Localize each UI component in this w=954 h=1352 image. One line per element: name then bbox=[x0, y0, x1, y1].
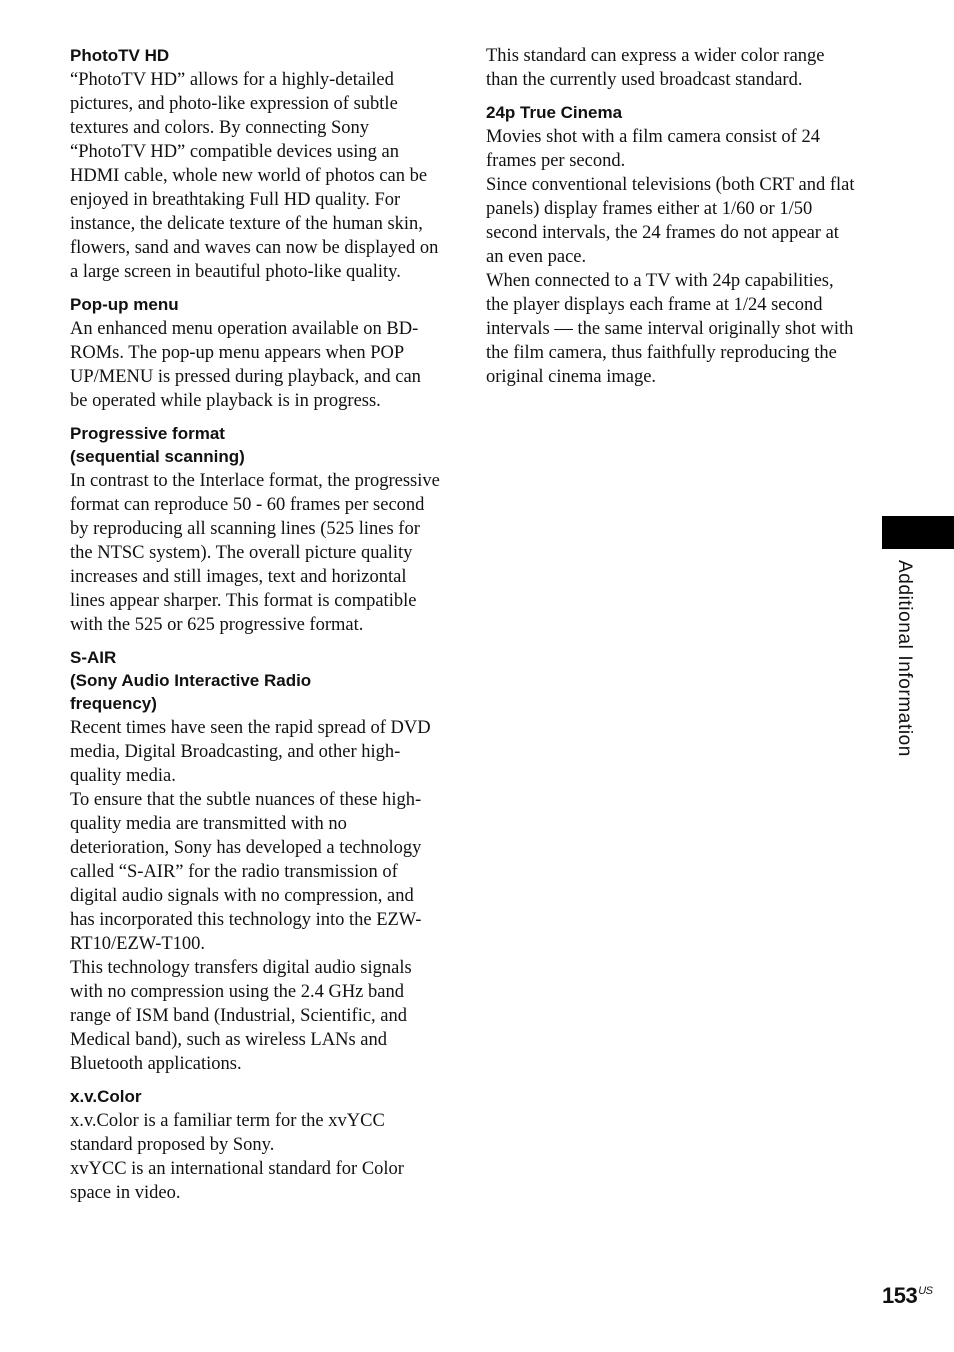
entry-paragraph: In contrast to the Interlace format, the progressive format can reproduce 50 - 60 frames per second by reproducing all scanning lines (525 lines for the NTSC system). The overall picture quality increases and still images, text and horizontal lines appear sharper. This format is compatible with the 525 or 625 progressive format. bbox=[70, 471, 440, 635]
entry-paragraph: This standard can express a wider color range than the currently used broadcast standard. bbox=[486, 46, 825, 90]
entry-heading-line: 24p True Cinema bbox=[486, 103, 623, 122]
entry-paragraph: An enhanced menu operation available on BD-ROMs. The pop-up menu appears when POP UP/MENU is pressed during playback, and can be operated while playback is in progress. bbox=[70, 319, 421, 411]
entry-paragraph: x.v.Color is a familiar term for the xvYCC standard proposed by Sony. bbox=[70, 1111, 385, 1155]
entry-paragraph: xvYCC is an international standard for Color space in video. bbox=[70, 1159, 404, 1203]
entry-heading bbox=[70, 293, 442, 316]
entry-heading-line: x.v.Color bbox=[70, 1087, 142, 1106]
entry-paragraph: Recent times have seen the rapid spread of DVD media, Digital Broadcasting, and other high-quality media. bbox=[70, 718, 431, 786]
entry-heading-line: (sequential scanning) bbox=[70, 447, 245, 466]
entry-paragraph: When connected to a TV with 24p capabilities, the player displays each frame at 1/24 second intervals — the same interval originally shot with the film camera, thus faithfully reproducing the original cinema image. bbox=[486, 271, 854, 387]
entry-heading-line: (Sony Audio Interactive Radio bbox=[70, 671, 312, 690]
entry-paragraph: This technology transfers digital audio signals with no compression using the 2.4 GHz band range of ISM band (Industrial, Scientific, and Medical band), such as wireless LANs and Bluetooth applications. bbox=[70, 958, 412, 1074]
right-column bbox=[486, 44, 858, 398]
glossary-entry bbox=[70, 1085, 442, 1205]
glossary-entry bbox=[486, 101, 858, 389]
section-tab-label: Additional Information bbox=[894, 560, 915, 757]
entry-heading-line: PhotoTV HD bbox=[70, 46, 170, 65]
entry-heading bbox=[70, 422, 442, 468]
page-number-value: 153 bbox=[882, 1283, 918, 1308]
entry-paragraph: Since conventional televisions (both CRT and flat panels) display frames either at 1/60 or 1/50 second intervals, the 24 frames do not appear at an even pace. bbox=[486, 175, 855, 267]
entry-paragraph: Movies shot with a film camera consist of 24 frames per second. bbox=[486, 127, 820, 171]
section-tab-marker bbox=[882, 516, 954, 549]
glossary-entry bbox=[70, 646, 442, 1076]
entry-heading bbox=[70, 44, 442, 67]
entry-heading bbox=[70, 1085, 442, 1108]
left-column bbox=[70, 44, 442, 1214]
entry-paragraph: To ensure that the subtle nuances of these high-quality media are transmitted with no deterioration, Sony has developed a technology called “S-AIR” for the radio transmission of digital audio signals with no compression, and has incorporated this technology into the EZW-RT10/EZW-T100. bbox=[70, 790, 422, 954]
entry-paragraph: “PhotoTV HD” allows for a highly-detailed pictures, and photo-like expression of subtle textures and colors. By connecting Sony “PhotoTV HD” compatible devices using an HDMI cable, whole new world of photos can be enjoyed in breathtaking Full HD quality. For instance, the delicate texture of the human skin, flowers, sand and waves can now be displayed on a large screen in beautiful photo-like quality. bbox=[70, 70, 439, 282]
page-number-region: US bbox=[918, 1285, 933, 1297]
glossary-entry bbox=[70, 44, 442, 284]
entry-heading bbox=[486, 101, 858, 124]
entry-heading-line: Pop-up menu bbox=[70, 295, 179, 314]
entry-heading-line: Progressive format bbox=[70, 424, 225, 443]
entry-heading-line: frequency) bbox=[70, 694, 157, 713]
page-number bbox=[882, 1283, 933, 1309]
glossary-entry bbox=[70, 422, 442, 637]
entry-heading-line: S-AIR bbox=[70, 648, 117, 667]
glossary-entry bbox=[486, 44, 858, 92]
glossary-entry bbox=[70, 293, 442, 413]
entry-heading bbox=[70, 646, 442, 715]
